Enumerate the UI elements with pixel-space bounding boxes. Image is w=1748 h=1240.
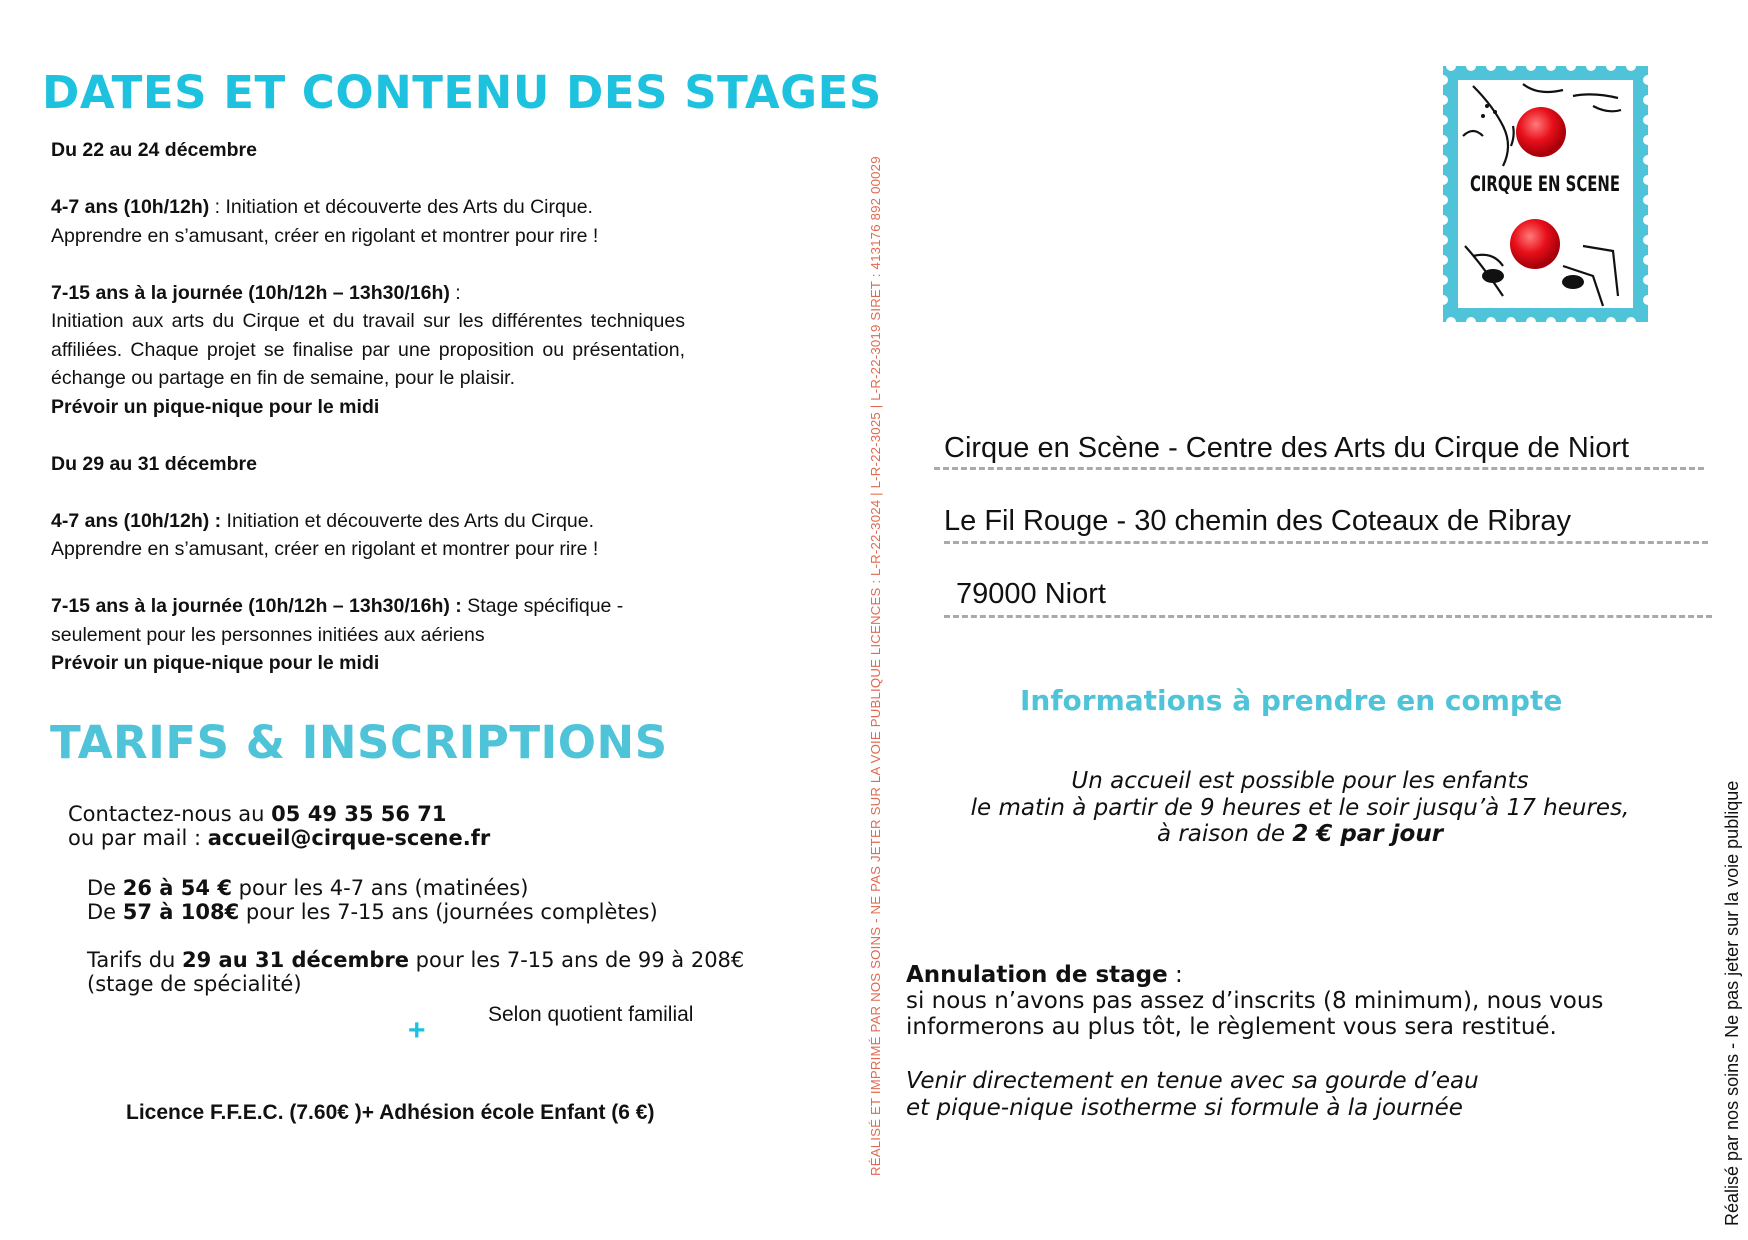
tarifs-december: [87, 948, 767, 996]
venir-note: [906, 1068, 1686, 1122]
annulation-text: si nous n’avons pas assez d’inscrits (8 minimum), nous vous informerons au plus tôt, le règlement vous sera restitué.: [906, 988, 1604, 1040]
session2-big-ages: [51, 592, 685, 649]
annulation-sep: :: [1167, 962, 1183, 988]
price-desc: pour les 4-7 ans (matinées): [231, 876, 529, 900]
age-label: 4-7 ans (10h/12h): [51, 196, 210, 218]
tarifs-title: TARIFS & INSCRIPTIONS: [50, 716, 668, 769]
age-sep: :: [449, 281, 461, 304]
contact-email-prefix: ou par mail :: [68, 826, 208, 850]
age-label: 7-15 ans à la journée (10h/12h – 13h30/16h): [51, 281, 450, 304]
tarifs-dec-desc: pour les 7-15 ans de 99 à 208€ (stage de spécialité): [87, 948, 745, 996]
accueil-line: Un accueil est possible pour les enfants: [1071, 768, 1529, 794]
price-prefix: De: [87, 876, 123, 900]
session1-big-ages-text: Initiation aux arts du Cirque et du travail sur les différentes techniques affiliées. Chaque projet se finalise par une proposition ou présentation, échange ou partage en fin de semaine, pour le plaisir.: [51, 310, 685, 389]
accueil-line: [900, 821, 1700, 848]
price-amount: 26 à 54 €: [122, 876, 232, 900]
price-line-7-15: [87, 900, 658, 924]
address-underline: [944, 541, 1708, 544]
stamp-logo: [1443, 66, 1648, 322]
price-line-4-7: [87, 876, 658, 900]
contact-phone-prefix: Contactez-nous au: [68, 802, 272, 826]
contact-block: [68, 802, 490, 850]
age-text: : Initiation et découverte des Arts du Cirque. Apprendre en s’amusant, créer en rigolant et montrer pour rire !: [51, 196, 599, 247]
age-label: 7-15 ans à la journée (10h/12h – 13h30/16h) :: [51, 595, 462, 617]
accueil-price: 2 € par jour: [1292, 821, 1444, 847]
accueil-prefix: à raison de: [1156, 821, 1293, 847]
plus-sign: +: [408, 1014, 426, 1047]
session1-big-ages-heading: [51, 279, 685, 308]
contact-phone-line: [68, 802, 490, 826]
session2-picnic-note: Prévoir un pique-nique pour le midi: [51, 652, 380, 674]
address-underline: [934, 467, 1704, 470]
venir-line: Venir directement en tenue avec sa gourde d’eau: [906, 1068, 1479, 1094]
accueil-line: le matin à partir de 9 heures et le soir jusqu’à 17 heures,: [970, 794, 1630, 821]
stages-content: [51, 136, 685, 678]
annulation-heading: [906, 962, 1686, 988]
address-line-1: Cirque en Scène - Centre des Arts du Cirque de Niort: [944, 432, 1630, 464]
age-text: Initiation et découverte des Arts du Cirque. Apprendre en s’amusant, créer en rigolant et montrer pour rire !: [51, 509, 599, 560]
annulation-label: Annulation de stage: [906, 962, 1168, 988]
phone-number[interactable]: 05 49 35 56 71: [271, 802, 447, 826]
page-title-dates: DATES ET CONTENU DES STAGES: [42, 66, 882, 119]
quotient-note: Selon quotient familial: [488, 1003, 694, 1026]
price-amount: 57 à 108€: [122, 900, 240, 924]
address-underline: [944, 615, 1712, 618]
session1-heading: Du 22 au 24 décembre: [51, 139, 257, 161]
vertical-footer-text: Réalisé par nos soins - Ne pas jeter sur la voie publique: [1722, 780, 1742, 1226]
tarifs-dec-prefix: Tarifs du: [87, 948, 183, 972]
session1-picnic-note: Prévoir un pique-nique pour le midi: [51, 395, 380, 418]
info-title: Informations à prendre en compte: [1020, 684, 1563, 717]
stamp-illustration: [1443, 66, 1648, 322]
accueil-note: [900, 768, 1700, 848]
session2-small-ages: [51, 507, 685, 564]
vertical-legal-text: RÉALISÉ ET IMPRIMÉ PAR NOS SOINS - NE PAS JETER SUR LA VOIE PUBLIQUE LICENCES : L-R-22-3024 | L-R-22-3025 | L-R-22-3019 SIRET : 413176 892 00029: [868, 156, 883, 1176]
age-text: Stage spécifique - seulement pour les personnes initiées aux aériens: [51, 595, 624, 646]
address-line-2: Le Fil Rouge - 30 chemin des Coteaux de Ribray: [944, 505, 1572, 537]
age-label: 4-7 ans (10h/12h) :: [51, 509, 222, 532]
price-desc: pour les 7-15 ans (journées complètes): [239, 900, 658, 924]
annulation-note: [906, 962, 1686, 1040]
contact-email-line: [68, 826, 490, 850]
licence-note: Licence F.F.E.C. (7.60€ )+ Adhésion école Enfant (6 €): [126, 1101, 655, 1124]
price-list: [87, 876, 658, 924]
email-link[interactable]: accueil@cirque-scene.fr: [207, 826, 491, 850]
session2-heading: Du 29 au 31 décembre: [51, 452, 257, 475]
price-prefix: De: [87, 900, 123, 924]
venir-line: et pique-nique isotherme si formule à la journée: [906, 1095, 1463, 1121]
address-line-3: 79000 Niort: [956, 578, 1106, 610]
stamp-logo-text: CIRQUE EN SCENE: [1470, 172, 1620, 196]
session1-small-ages: [51, 193, 685, 250]
tarifs-dec-dates: 29 au 31 décembre: [182, 948, 409, 972]
